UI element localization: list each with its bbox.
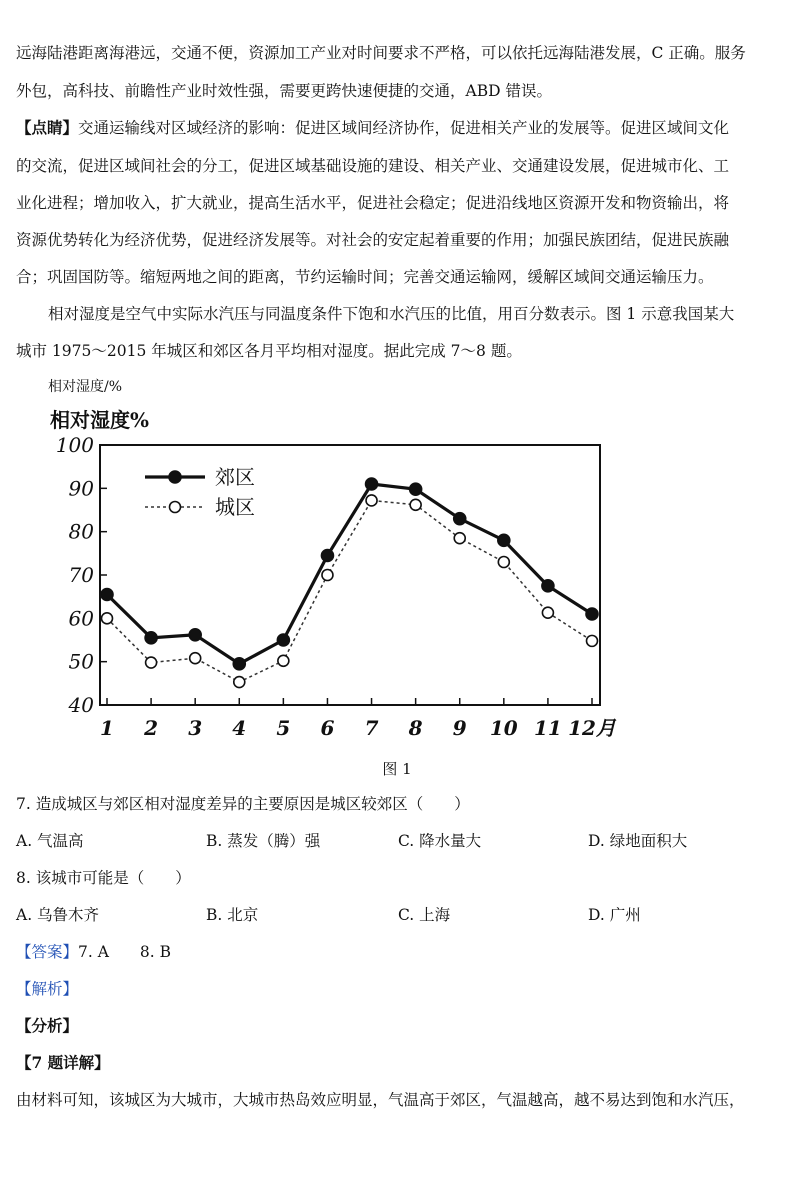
answer-text: 7. A 8. B: [78, 943, 172, 961]
paragraph-line: 的交流，促进区域间社会的分工，促进区域基础设施的建设、相关产业、交通建设发展，促进城市化、工: [16, 157, 730, 175]
paragraph-line: [16, 117, 786, 139]
question-7-option-b: B. 蒸发（腾）强: [206, 832, 321, 850]
data-point-urban: [146, 657, 157, 668]
x-tick-label: 9: [452, 716, 467, 740]
x-tick-label: 8: [408, 716, 423, 740]
y-tick-label: 50: [68, 649, 94, 674]
y-tick-label: 60: [68, 606, 94, 631]
y-tick-label: 70: [68, 563, 94, 587]
answer-label: 【答案】: [16, 943, 79, 961]
data-point-urban: [190, 653, 201, 664]
paragraph-line: 城市 1975～2015 年城区和郊区各月平均相对湿度。据此完成 7～8 题。: [16, 342, 522, 360]
plot-frame: [100, 445, 600, 705]
data-point-suburb: [145, 632, 157, 644]
data-point-urban: [322, 570, 333, 581]
question-8-stem: 8. 该城市可能是（ ）: [16, 869, 191, 887]
x-tick-label: 11: [533, 716, 562, 740]
data-point-urban: [498, 557, 509, 568]
data-point-suburb: [101, 589, 113, 601]
axis-caption: 相对湿度/%: [48, 379, 123, 395]
tip-label: 【点睛】: [16, 118, 79, 137]
data-point-suburb: [586, 608, 598, 620]
y-tick-label: 40: [68, 693, 94, 717]
paragraph-line: 远海陆港距离海港远，交通不便，资源加工产业对时间要求不严格，可以依托远海陆港发展，C 正确。服务: [16, 44, 746, 62]
question-7-option-a: A. 气温高: [16, 832, 84, 850]
question-7-option-c: C. 降水量大: [398, 832, 482, 850]
question-7-stem: 7. 造成城区与郊区相对湿度差异的主要原因是城区较郊区（ ）: [16, 795, 470, 813]
data-point-suburb: [542, 580, 554, 592]
y-tick-label: 80: [68, 519, 94, 544]
paragraph-line: 合；巩固国防等。缩短两地之间的距离，节约运输时间；完善交通运输网，缓解区域间交通运输压力。: [16, 268, 714, 286]
detail-7-label: 【7 题详解】: [16, 1053, 110, 1072]
data-point-suburb: [410, 483, 422, 495]
legend-label: 城区: [215, 495, 255, 519]
data-point-urban: [366, 495, 377, 506]
data-point-urban: [454, 533, 465, 544]
question-8-option-c: C. 上海: [398, 906, 451, 924]
detail-text-line: 由材料可知，该城区为大城市，大城市热岛效应明显，气温高于郊区，气温越高，越不易达到饱和水汽压，: [16, 1091, 745, 1109]
x-tick-label: 5: [276, 716, 291, 740]
question-8-option-b: B. 北京: [206, 906, 259, 924]
figure-caption: 图 1: [382, 760, 412, 778]
data-point-suburb: [498, 534, 510, 546]
tip-text: 交通运输线对区域经济的影响：促进区域间经济协作，促进相关产业的发展等。促进区域间文化: [78, 119, 730, 137]
data-point-urban: [587, 635, 598, 646]
analysis-label: 【解析】: [16, 980, 79, 998]
x-tick-label: 1: [100, 716, 114, 740]
data-point-suburb: [277, 634, 289, 646]
humidity-line-chart: [40, 405, 640, 750]
paragraph-line: 外包，高科技、前瞻性产业时效性强，需要更跨快速便捷的交通，ABD 错误。: [16, 82, 552, 100]
x-tick-label: 3: [188, 716, 203, 740]
x-tick-label: 2: [144, 716, 159, 740]
paragraph-line: 资源优势转化为经济优势，促进经济发展等。对社会的安定起着重要的作用；加强民族团结，促进民族融: [16, 231, 730, 249]
data-point-suburb: [233, 658, 245, 670]
data-point-urban: [542, 607, 553, 618]
data-point-urban: [234, 677, 245, 688]
data-point-urban: [102, 613, 113, 624]
y-tick-label: 90: [68, 476, 94, 501]
paragraph-line: 相对湿度是空气中实际水汽压与同温度条件下饱和水汽压的比值，用百分数表示。图 1 示意我国某大: [48, 305, 735, 323]
answer-line: [16, 941, 786, 963]
data-point-suburb: [366, 478, 378, 490]
x-tick-label: 6: [320, 716, 335, 740]
x-tick-label: 7: [364, 716, 379, 740]
question-8-option-a: A. 乌鲁木齐: [16, 906, 100, 924]
legend-marker: [170, 502, 181, 513]
legend-label: 郊区: [215, 465, 255, 489]
series-line-urban: [107, 500, 592, 682]
data-point-suburb: [454, 513, 466, 525]
x-tick-label: 10: [489, 716, 518, 740]
question-7-option-d: D. 绿地面积大: [588, 832, 688, 850]
y-axis-title: 相对湿度%: [50, 408, 150, 432]
data-point-suburb: [321, 550, 333, 562]
y-tick-label: 100: [55, 433, 94, 457]
data-point-urban: [410, 499, 421, 510]
paragraph-line: 业化进程；增加收入，扩大就业，提高生活水平，促进社会稳定；促进沿线地区资源开发和物资输出，将: [16, 194, 730, 212]
x-tick-label: 12月: [568, 716, 616, 740]
data-point-suburb: [189, 629, 201, 641]
data-point-urban: [278, 655, 289, 666]
x-tick-label: 4: [232, 716, 247, 740]
question-8-option-d: D. 广州: [588, 906, 641, 924]
fenxi-label: 【分析】: [16, 1016, 79, 1035]
legend-marker: [169, 471, 181, 483]
